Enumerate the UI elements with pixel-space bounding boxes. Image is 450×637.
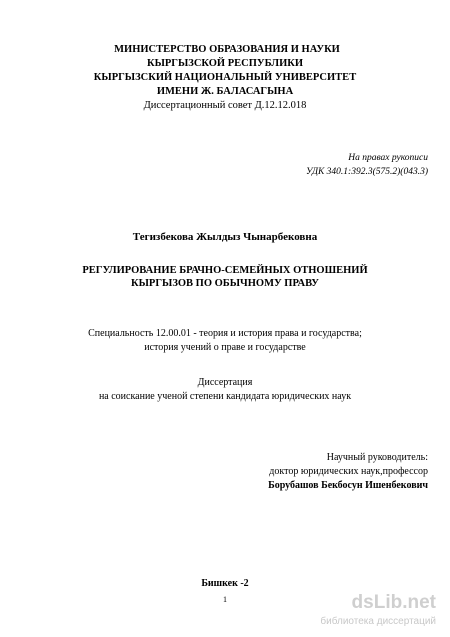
city-year: Бишкек -2 — [201, 578, 249, 589]
page-number: 1 — [223, 595, 227, 604]
supervisor-degree: доктор юридических наук,профессор — [269, 466, 428, 477]
title-line-1: РЕГУЛИРОВАНИЕ БРАЧНО-СЕМЕЙНЫХ ОТНОШЕНИЙ — [82, 265, 368, 276]
dissertation-label: Диссертация — [197, 377, 253, 388]
dissertation-title — [0, 264, 450, 290]
udk-code: УДК 340.1:392.3(575.2)(043.3) — [305, 167, 428, 177]
degree-description: на соискание ученой степени кандидата юридических наук — [98, 391, 352, 402]
manuscript-block — [306, 151, 428, 179]
watermark-logo: dsLib.net — [351, 592, 436, 613]
header-line-2: КЫРГЫЗСКОЙ РЕСПУБЛИКИ — [146, 58, 304, 69]
specialty-line-1: Специальность 12.00.01 - теория и история права и государства; — [88, 328, 362, 339]
manuscript-rights: На правах рукописи — [348, 153, 428, 163]
specialty-block — [0, 327, 450, 355]
specialty-line-2: история учений о праве и государстве — [144, 342, 306, 353]
dissertation-degree-block — [0, 376, 450, 404]
dissertation-council: Диссертационный совет Д.12.12.018 — [143, 100, 307, 111]
author-name: Тегизбекова Жылдыз Чынарбековна — [132, 231, 318, 243]
ministry-header — [0, 43, 450, 113]
header-line-4: ИМЕНИ Ж. БАЛАСАГЫНА — [156, 86, 294, 97]
title-line-2: КЫРГЫЗОВ ПО ОБЫЧНОМУ ПРАВУ — [130, 278, 319, 289]
header-line-3: КЫРГЫЗСКИЙ НАЦИОНАЛЬНЫЙ УНИВЕРСИТЕТ — [93, 72, 357, 83]
supervisor-label: Научный руководитель: — [326, 452, 428, 463]
watermark — [320, 592, 440, 632]
supervisor-name: Борубашов Бекбосун Ишенбекович — [268, 480, 428, 491]
header-line-1: МИНИСТЕРСТВО ОБРАЗОВАНИЯ И НАУКИ — [114, 44, 340, 55]
supervisor-block — [268, 451, 428, 493]
watermark-subtitle: библиотека диссертаций — [320, 616, 436, 627]
